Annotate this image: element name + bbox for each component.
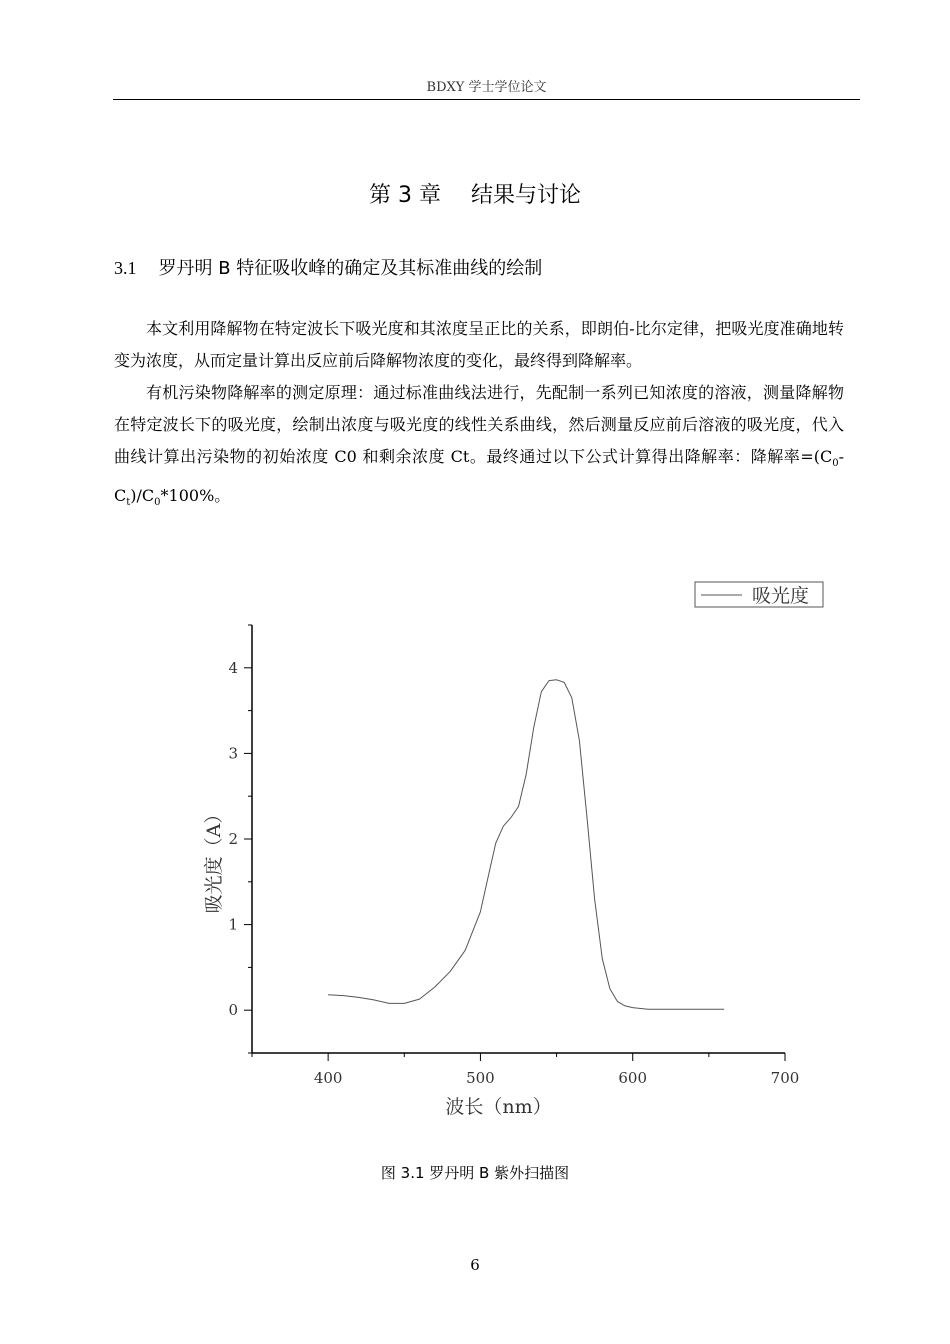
formula-end: *100%。 bbox=[160, 486, 231, 506]
body-text bbox=[114, 313, 844, 519]
y-axis-label: 吸光度（A） bbox=[203, 804, 225, 914]
paragraph-2-text: 有机污染物降解率的测定原理：通过标准曲线法进行，先配制一系列已知浓度的溶液，测量降解物在特定波长下的吸光度，绘制出浓度与吸光度的线性关系曲线，然后测量反应前后溶液的吸光度，代入曲线计算出污染物的初始浓度 C0 和剩余浓度 Ct。最终通过以下公式计算得出降解率：降解率=(C bbox=[114, 383, 844, 466]
y-tick-label: 1 bbox=[228, 915, 238, 934]
y-tick-label: 4 bbox=[228, 658, 238, 677]
section-heading bbox=[114, 254, 542, 280]
section-title: 罗丹明 B 特征吸收峰的确定及其标准曲线的绘制 bbox=[158, 258, 543, 279]
legend-label: 吸光度 bbox=[752, 585, 810, 607]
x-axis-label: 波长（nm） bbox=[445, 1096, 552, 1118]
x-tick-label: 400 bbox=[313, 1069, 343, 1087]
paragraph-2 bbox=[114, 377, 844, 519]
section-number: 3.1 bbox=[114, 258, 137, 278]
x-tick-label: 600 bbox=[618, 1069, 648, 1087]
subscript-0b: 0 bbox=[154, 497, 161, 509]
header-rule bbox=[113, 99, 860, 100]
formula-part-2: )/C bbox=[130, 486, 155, 506]
subscript-0a: 0 bbox=[832, 458, 839, 470]
chapter-title: 结果与讨论 bbox=[470, 183, 581, 208]
y-tick-label: 2 bbox=[228, 830, 238, 848]
figure-caption: 图 3.1 罗丹明 B 紫外扫描图 bbox=[380, 1164, 570, 1182]
x-tick-label: 700 bbox=[770, 1069, 800, 1087]
formula-part-1: -C bbox=[114, 447, 844, 506]
chapter-number: 第 3 章 bbox=[369, 183, 441, 208]
running-header: BDXY 学士学位论文 bbox=[426, 80, 547, 95]
y-tick-label: 3 bbox=[228, 744, 238, 763]
page-number: 6 bbox=[470, 1256, 480, 1274]
series-line-absorbance bbox=[328, 680, 724, 1010]
uv-spectrum-chart bbox=[190, 570, 840, 1130]
subscript-t: t bbox=[126, 497, 131, 509]
chapter-heading bbox=[0, 178, 950, 209]
y-tick-label: 0 bbox=[228, 1001, 238, 1020]
x-tick-label: 500 bbox=[466, 1069, 495, 1087]
paragraph-1: 本文利用降解物在特定波长下吸光度和其浓度呈正比的关系，即朗伯-比尔定律，把吸光度准确地转变为浓度，从而定量计算出反应前后降解物浓度的变化，最终得到降解率。 bbox=[114, 319, 844, 370]
